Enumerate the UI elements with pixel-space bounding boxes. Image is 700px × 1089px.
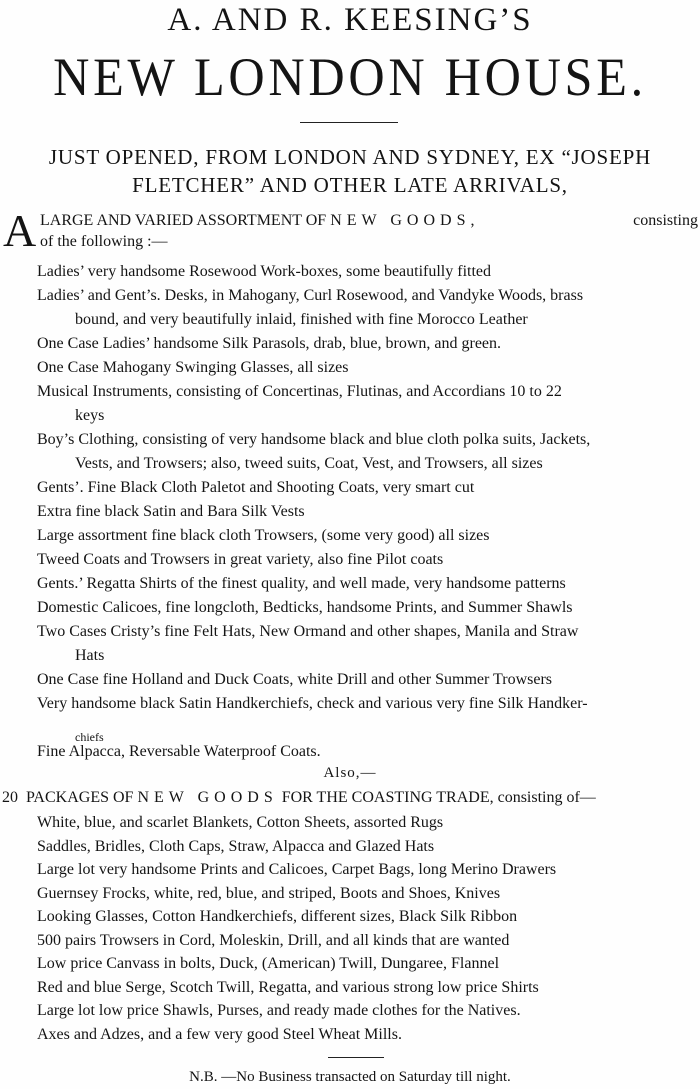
goods-item-text: Large assortment fine black cloth Trowsers, (some very good) all sizes	[37, 527, 490, 544]
packages-count: 20	[2, 789, 18, 806]
intro-line2: of the following :—	[40, 233, 168, 250]
goods-item-continuation: keys	[75, 407, 105, 424]
footer-note: N.B. —No Business transacted on Saturday till night.	[189, 1069, 511, 1085]
packages-text-b: FOR THE COASTING TRADE, consisting of—	[281, 789, 596, 806]
goods-item	[37, 550, 697, 570]
goods-item	[37, 622, 697, 642]
packages-new-goods: NEW GOODS	[137, 789, 278, 806]
goods-item	[37, 694, 697, 714]
goods-item-text: Two Cases Cristy’s fine Felt Hats, New Ormand and other shapes, Manila and Straw	[37, 623, 579, 640]
goods-item-text: Musical Instruments, consisting of Concertinas, Flutinas, and Accordians 10 to 22	[37, 383, 562, 400]
goods-item-text: Tweed Coats and Trowsers in great variety, also fine Pilot coats	[37, 551, 444, 568]
goods-item-text: Boy’s Clothing, consisting of very handsome black and blue cloth polka suits, Jackets,	[37, 431, 591, 448]
package-item: Large lot low price Shawls, Purses, and ready made clothes for the Natives.	[37, 1002, 521, 1019]
goods-item	[37, 670, 697, 690]
package-item: Large lot very handsome Prints and Calicoes, Carpet Bags, long Merino Drawers	[37, 861, 557, 878]
goods-item	[37, 334, 697, 354]
header-title: NEW LONDON HOUSE.	[53, 47, 647, 107]
goods-item	[37, 382, 697, 402]
goods-item-continuation: bound, and very beautifully inlaid, finished with fine Morocco Leather	[75, 311, 528, 328]
packages-text-a: PACKAGES OF	[26, 789, 134, 806]
intro-new-goods: NEW GOODS,	[330, 212, 480, 229]
goods-item	[37, 742, 697, 762]
goods-item-text: Very handsome black Satin Handkerchiefs, check and various very fine Silk Handker-	[37, 695, 588, 712]
goods-item-text: One Case Ladies’ handsome Silk Parasols, drab, blue, brown, and green.	[37, 335, 502, 352]
goods-item	[37, 502, 697, 522]
goods-item-continuation: Hats	[75, 647, 105, 664]
goods-item-continuation: Vests, and Trowsers; also, tweed suits, Coat, Vest, and Trowsers, all sizes	[75, 455, 543, 472]
goods-item-text: One Case fine Holland and Duck Coats, white Drill and other Summer Trowsers	[37, 671, 553, 688]
package-item: Low price Canvass in bolts, Duck, (American) Twill, Dungaree, Flannel	[37, 955, 500, 972]
goods-item	[37, 478, 697, 498]
goods-item	[37, 262, 697, 282]
goods-item	[37, 574, 697, 594]
subheading-line2: FLETCHER” AND OTHER LATE ARRIVALS,	[132, 173, 568, 197]
divider-top	[300, 122, 398, 123]
intro-line1	[40, 212, 698, 230]
divider-bottom	[328, 1057, 384, 1058]
goods-item-text: One Case Mahogany Swinging Glasses, all sizes	[37, 359, 349, 376]
subheading-line1: JUST OPENED, FROM LONDON AND SYDNEY, EX “JOSEPH	[48, 145, 652, 169]
goods-item-text: Ladies’ and Gent’s. Desks, in Mahogany, Curl Rosewood, and Vandyke Woods, brass	[37, 287, 584, 304]
intro-text-a: LARGE AND VARIED ASSORTMENT OF	[40, 212, 327, 229]
package-item: Guernsey Frocks, white, red, blue, and striped, Boots and Shoes, Knives	[37, 884, 501, 902]
package-item: Red and blue Serge, Scotch Twill, Regatta, and various strong low price Shirts	[37, 978, 539, 996]
package-item: Looking Glasses, Cotton Handkerchiefs, different sizes, Black Silk Ribbon	[37, 908, 518, 925]
goods-item-text: Domestic Calicoes, fine longcloth, Bedticks, handsome Prints, and Summer Shawls	[37, 599, 573, 616]
goods-item	[37, 598, 697, 618]
goods-item-text: Gents.’ Regatta Shirts of the finest quality, and well made, very handsome patterns	[37, 575, 566, 592]
goods-item	[37, 430, 697, 450]
package-item: 500 pairs Trowsers in Cord, Moleskin, Drill, and all kinds that are wanted	[37, 931, 510, 949]
goods-item-continuation: chiefs	[75, 730, 104, 744]
goods-item-text: Fine Alpacca, Reversable Waterproof Coats.	[37, 743, 321, 760]
header-line1: A. AND R. KEESING’S	[167, 2, 533, 38]
drop-cap: A	[3, 205, 37, 256]
goods-item	[37, 358, 697, 378]
goods-item-text: Extra fine black Satin and Bara Silk Vests	[37, 503, 305, 520]
package-item: Axes and Adzes, and a few very good Steel Wheat Mills.	[37, 1025, 402, 1043]
package-item: Saddles, Bridles, Cloth Caps, Straw, Alpacca and Glazed Hats	[37, 837, 435, 855]
goods-item-text: Ladies’ very handsome Rosewood Work-boxes, some beautifully fitted	[37, 263, 492, 280]
goods-item	[37, 286, 697, 306]
goods-item-text: Gents’. Fine Black Cloth Paletot and Shooting Coats, very smart cut	[37, 479, 475, 496]
goods-item	[37, 526, 697, 546]
package-item: White, blue, and scarlet Blankets, Cotton Sheets, assorted Rugs	[37, 814, 444, 831]
also-heading: Also,—	[323, 765, 377, 781]
packages-line	[2, 789, 698, 807]
intro-text-b: consisting	[633, 212, 698, 229]
